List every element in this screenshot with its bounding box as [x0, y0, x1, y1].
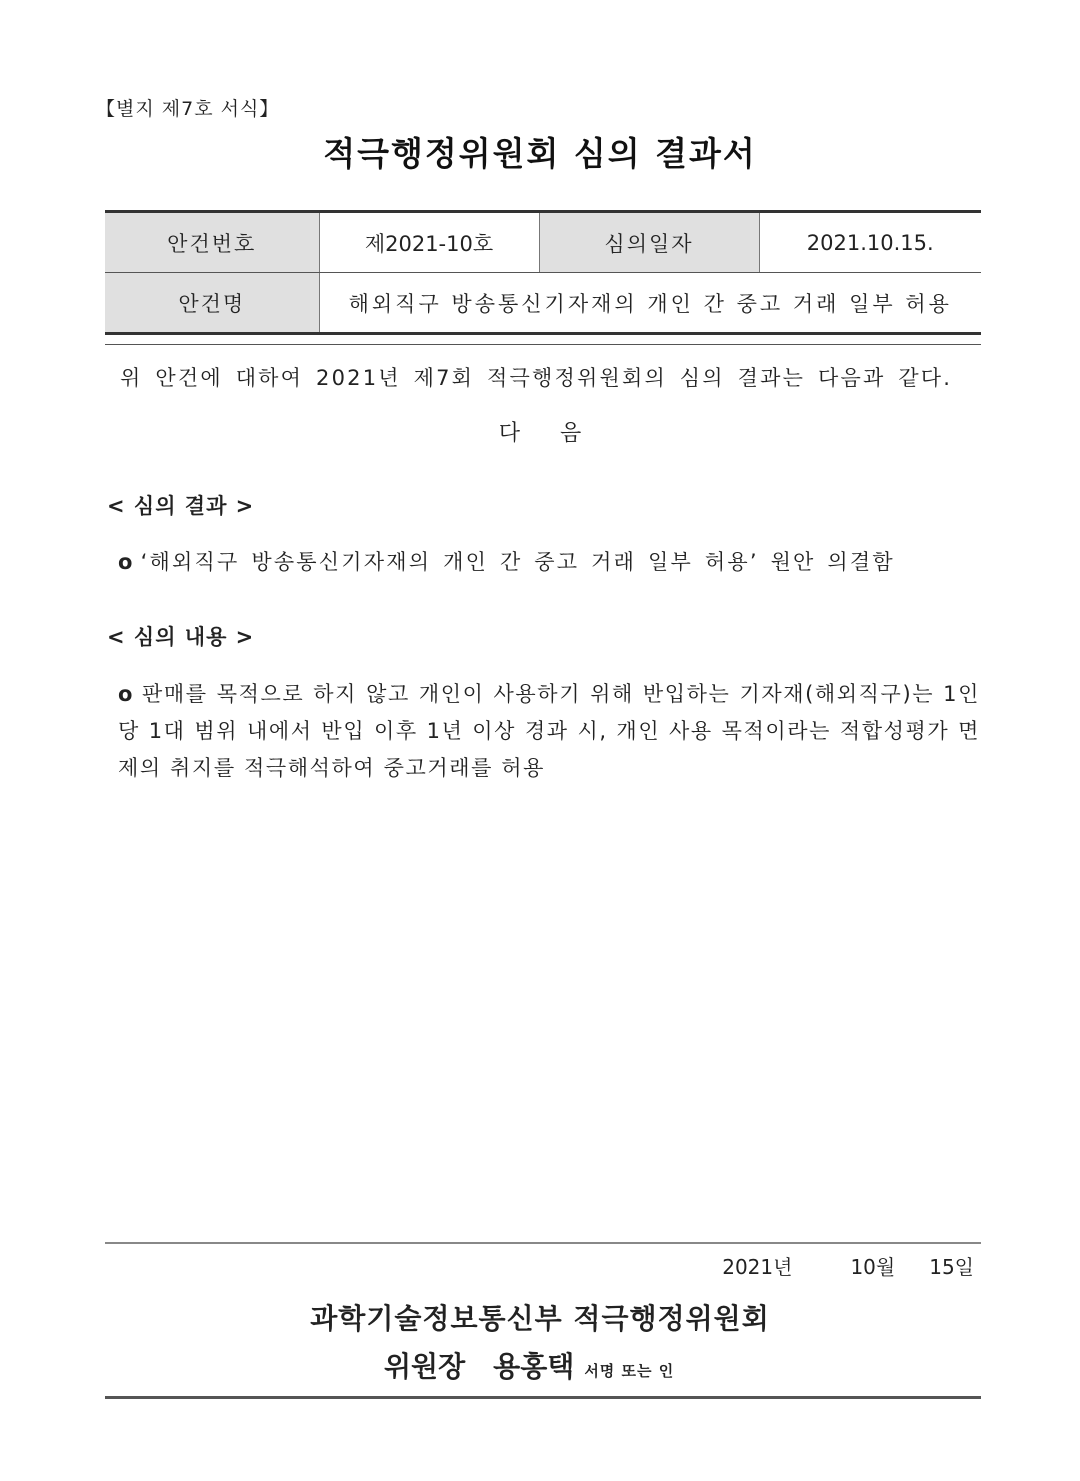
chair-signature: [384, 1345, 674, 1385]
divider: [105, 1242, 981, 1244]
chair-title: 위원장: [384, 1350, 466, 1383]
case-no-label: 안건번호: [105, 212, 319, 273]
bullet-mark: o: [118, 550, 135, 574]
case-name-value: 해외직구 방송통신기자재의 개인 간 중고 거래 일부 허용: [319, 273, 981, 334]
table-row: [105, 212, 981, 273]
intro-text: 위 안건에 대하여 2021년 제7회 적극행정위원회의 심의 결과는 다음과 같다.: [120, 366, 953, 390]
bullet-mark: o: [118, 682, 135, 706]
case-name-label: 안건명: [105, 273, 319, 334]
result-text: ‘해외직구 방송통신기자재의 개인 간 중고 거래 일부 허용’ 원안 의결함: [140, 550, 895, 574]
review-date-label: 심의일자: [539, 212, 759, 273]
date-month: 10월: [850, 1255, 896, 1279]
content-item: [118, 676, 980, 787]
review-date-value: 2021.10.15.: [759, 212, 981, 273]
da-eum-heading: [0, 416, 1080, 447]
case-no-value: 제2021-10호: [319, 212, 539, 273]
organization-name: 과학기술정보통신부 적극행정위원회: [310, 1302, 770, 1335]
date-day: 15일: [929, 1255, 974, 1279]
sign-note: 서명 또는 인: [584, 1362, 675, 1380]
divider: [105, 344, 981, 345]
divider: [105, 1396, 981, 1399]
table-row: [105, 273, 981, 334]
content-section-heading: < 심의 내용 >: [107, 625, 255, 649]
da-eum-char: 다: [498, 421, 520, 446]
result-item: [118, 546, 895, 576]
form-label: 【별지 제7호 서식】: [96, 98, 280, 120]
date-year: 2021년: [722, 1255, 793, 1279]
chair-name: 용홍택: [493, 1350, 575, 1383]
result-section-heading: < 심의 결과 >: [107, 494, 255, 518]
da-eum-char: 음: [560, 421, 582, 446]
content-text: 판매를 목적으로 하지 않고 개인이 사용하기 위해 반입하는 기자재(해외직구)는 1인당 1대 범위 내에서 반입 이후 1년 이상 경과 시, 개인 사용 목적이라는 적합성평가 면제의 취지를 적극해석하여 중고거래를 허용: [118, 682, 980, 780]
signature-date: [722, 1251, 974, 1280]
case-info-table: [105, 210, 981, 335]
document-title: 적극행정위원회 심의 결과서: [323, 134, 757, 173]
